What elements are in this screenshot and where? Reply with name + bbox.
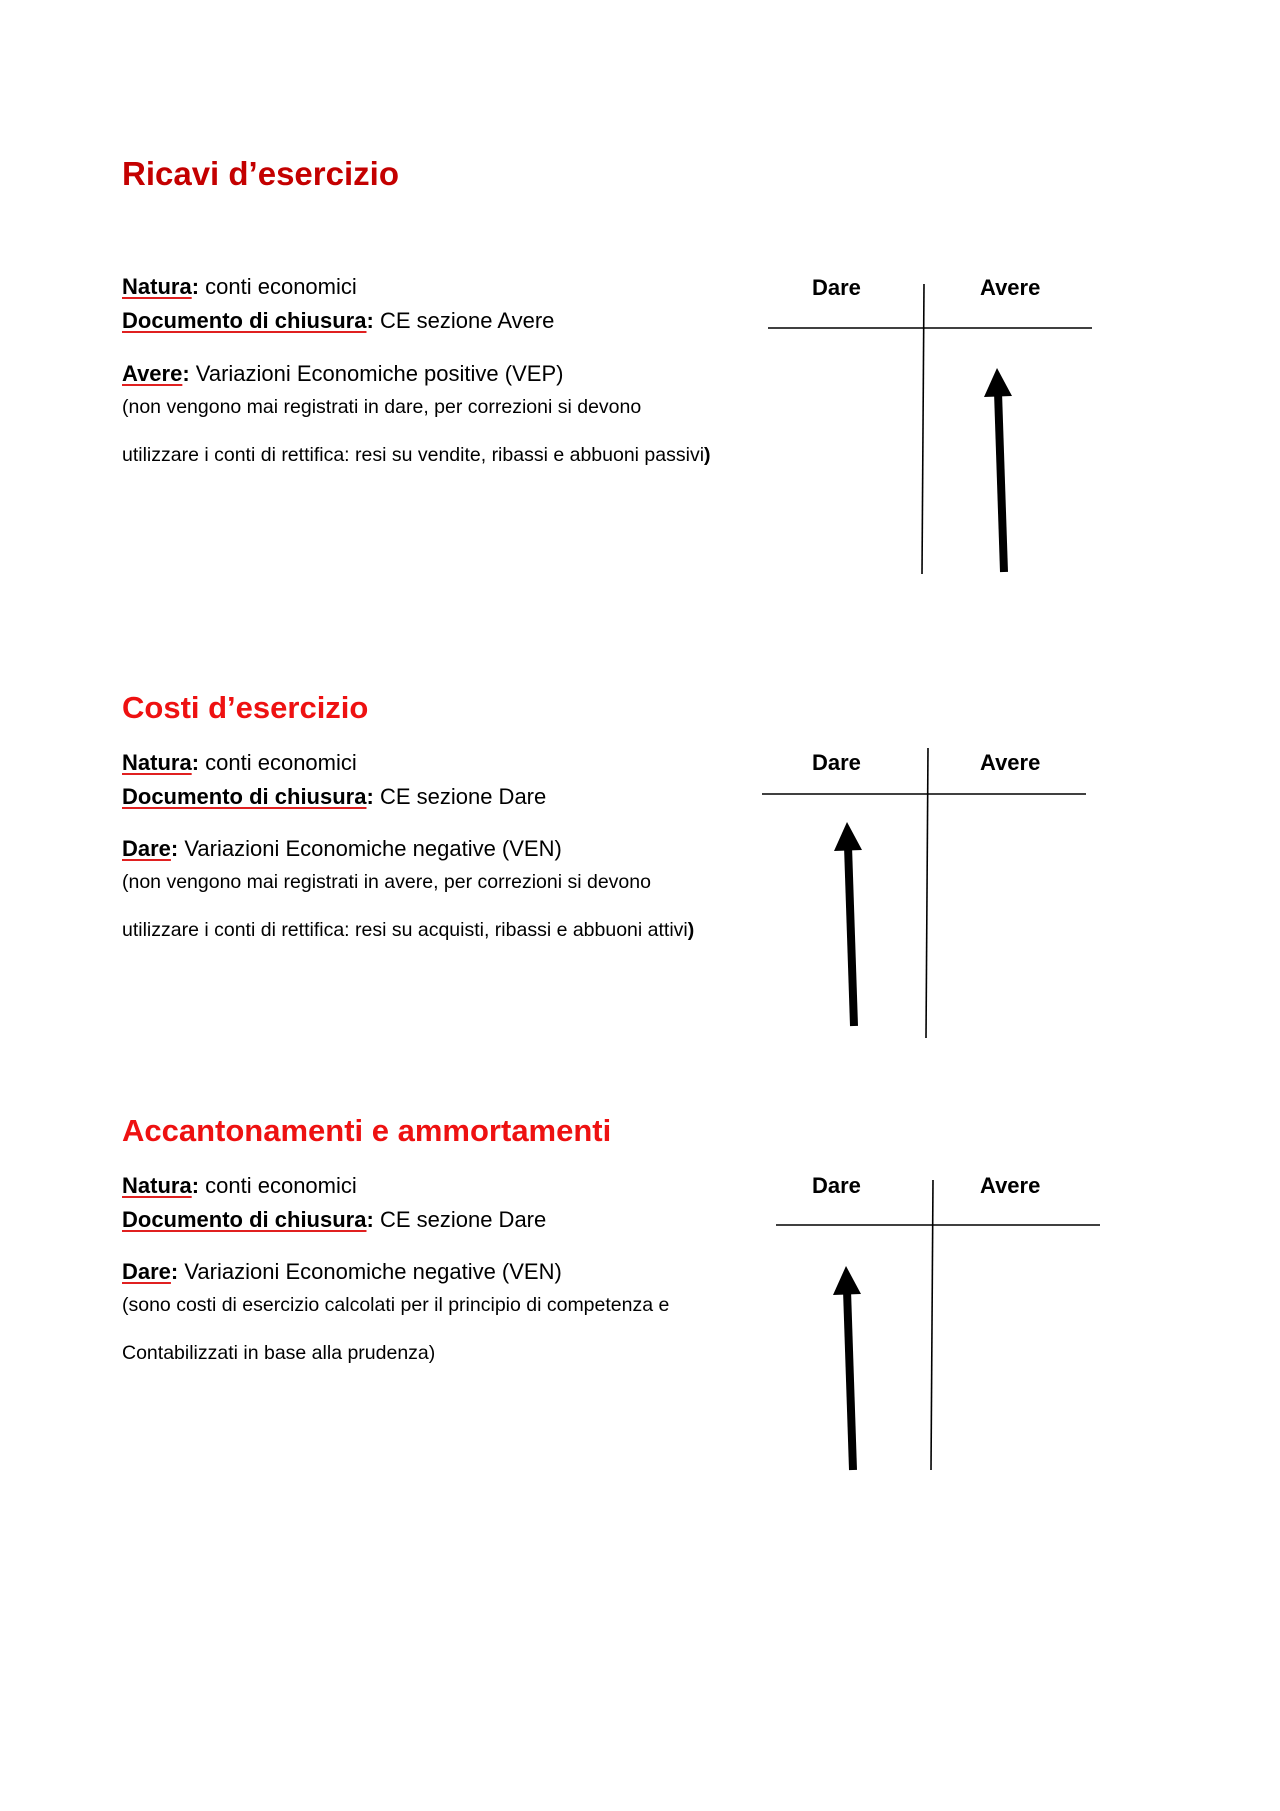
natura-label: Natura: [122, 750, 192, 775]
arrow-up-icon: [834, 822, 862, 851]
side-row: [122, 836, 562, 862]
note-line-2: [122, 919, 694, 942]
documento-row: [122, 784, 546, 810]
colon: :: [170, 836, 179, 861]
arrow-up-shaft: [998, 392, 1004, 572]
colon: :: [191, 750, 200, 775]
t-account-dare-label: Dare: [812, 750, 861, 775]
documento-label: Documento di chiusura: [122, 308, 367, 333]
note-line-2-text: utilizzare i conti di rettifica: resi su acquisti, ribassi e abbuoni attivi: [122, 919, 688, 941]
note-close-paren: ): [687, 919, 695, 941]
natura-label: Natura: [122, 274, 192, 299]
side-label: Dare: [122, 836, 171, 861]
t-account-avere-label: Avere: [980, 275, 1041, 300]
natura-value: conti economici: [205, 750, 357, 775]
colon: :: [366, 1207, 374, 1232]
note-line-2-text: utilizzare i conti di rettifica: resi su vendite, ribassi e abbuoni passivi: [122, 444, 705, 466]
t-account-accantonamenti: [776, 1180, 1100, 1470]
natura-row: [122, 750, 357, 776]
natura-row: [122, 1173, 357, 1199]
t-account-dare-label: Dare: [812, 275, 861, 300]
note-line-1: (non vengono mai registrati in avere, per correzioni si devono: [122, 871, 651, 893]
side-label: Dare: [122, 1259, 171, 1284]
side-value: Variazioni Economiche positive (VEP): [195, 361, 564, 386]
note-line-1: (non vengono mai registrati in dare, per correzioni si devono: [122, 396, 642, 418]
documento-label: Documento di chiusura: [122, 1207, 367, 1232]
section-title-costi: Costi d’esercizio: [122, 690, 369, 725]
t-account-avere-label: Avere: [980, 1173, 1041, 1198]
colon: :: [366, 784, 374, 809]
arrow-up-shaft: [848, 846, 854, 1026]
documento-value: CE sezione Avere: [379, 308, 555, 333]
natura-value: conti economici: [205, 274, 357, 299]
note-line-1: (sono costi di esercizio calcolati per il principio di competenza e: [122, 1294, 670, 1316]
documento-label: Documento di chiusura: [122, 784, 367, 809]
arrow-up-shaft: [847, 1290, 853, 1470]
arrow-up-icon: [984, 368, 1012, 397]
side-value: Variazioni Economiche negative (VEN): [184, 836, 562, 861]
colon: :: [191, 274, 200, 299]
colon: :: [191, 1173, 200, 1198]
colon: :: [182, 361, 190, 386]
arrow-up-icon: [833, 1266, 861, 1295]
t-account-vertical-line: [931, 1180, 933, 1470]
natura-label: Natura: [122, 1173, 192, 1198]
t-account-ricavi: [768, 284, 1092, 574]
colon: :: [170, 1259, 179, 1284]
t-account-dare-label: Dare: [812, 1173, 861, 1198]
note-line-2-text: Contabilizzati in base alla prudenza): [122, 1342, 436, 1364]
note-line-2: [122, 1342, 435, 1365]
t-account-avere-label: Avere: [980, 750, 1041, 775]
side-value: Variazioni Economiche negative (VEN): [184, 1259, 562, 1284]
t-account-costi: [762, 748, 1086, 1038]
section-title-accantonamenti: Accantonamenti e ammortamenti: [122, 1113, 612, 1148]
note-close-paren: ): [704, 444, 711, 466]
side-label: Avere: [122, 361, 183, 386]
section-title-ricavi: Ricavi d’esercizio: [122, 155, 399, 192]
documento-value: CE sezione Dare: [379, 1207, 547, 1232]
documento-row: [122, 1207, 546, 1233]
natura-value: conti economici: [205, 1173, 357, 1198]
documento-value: CE sezione Dare: [379, 784, 547, 809]
t-account-vertical-line: [926, 748, 928, 1038]
side-row: [122, 1259, 562, 1285]
colon: :: [366, 308, 374, 333]
